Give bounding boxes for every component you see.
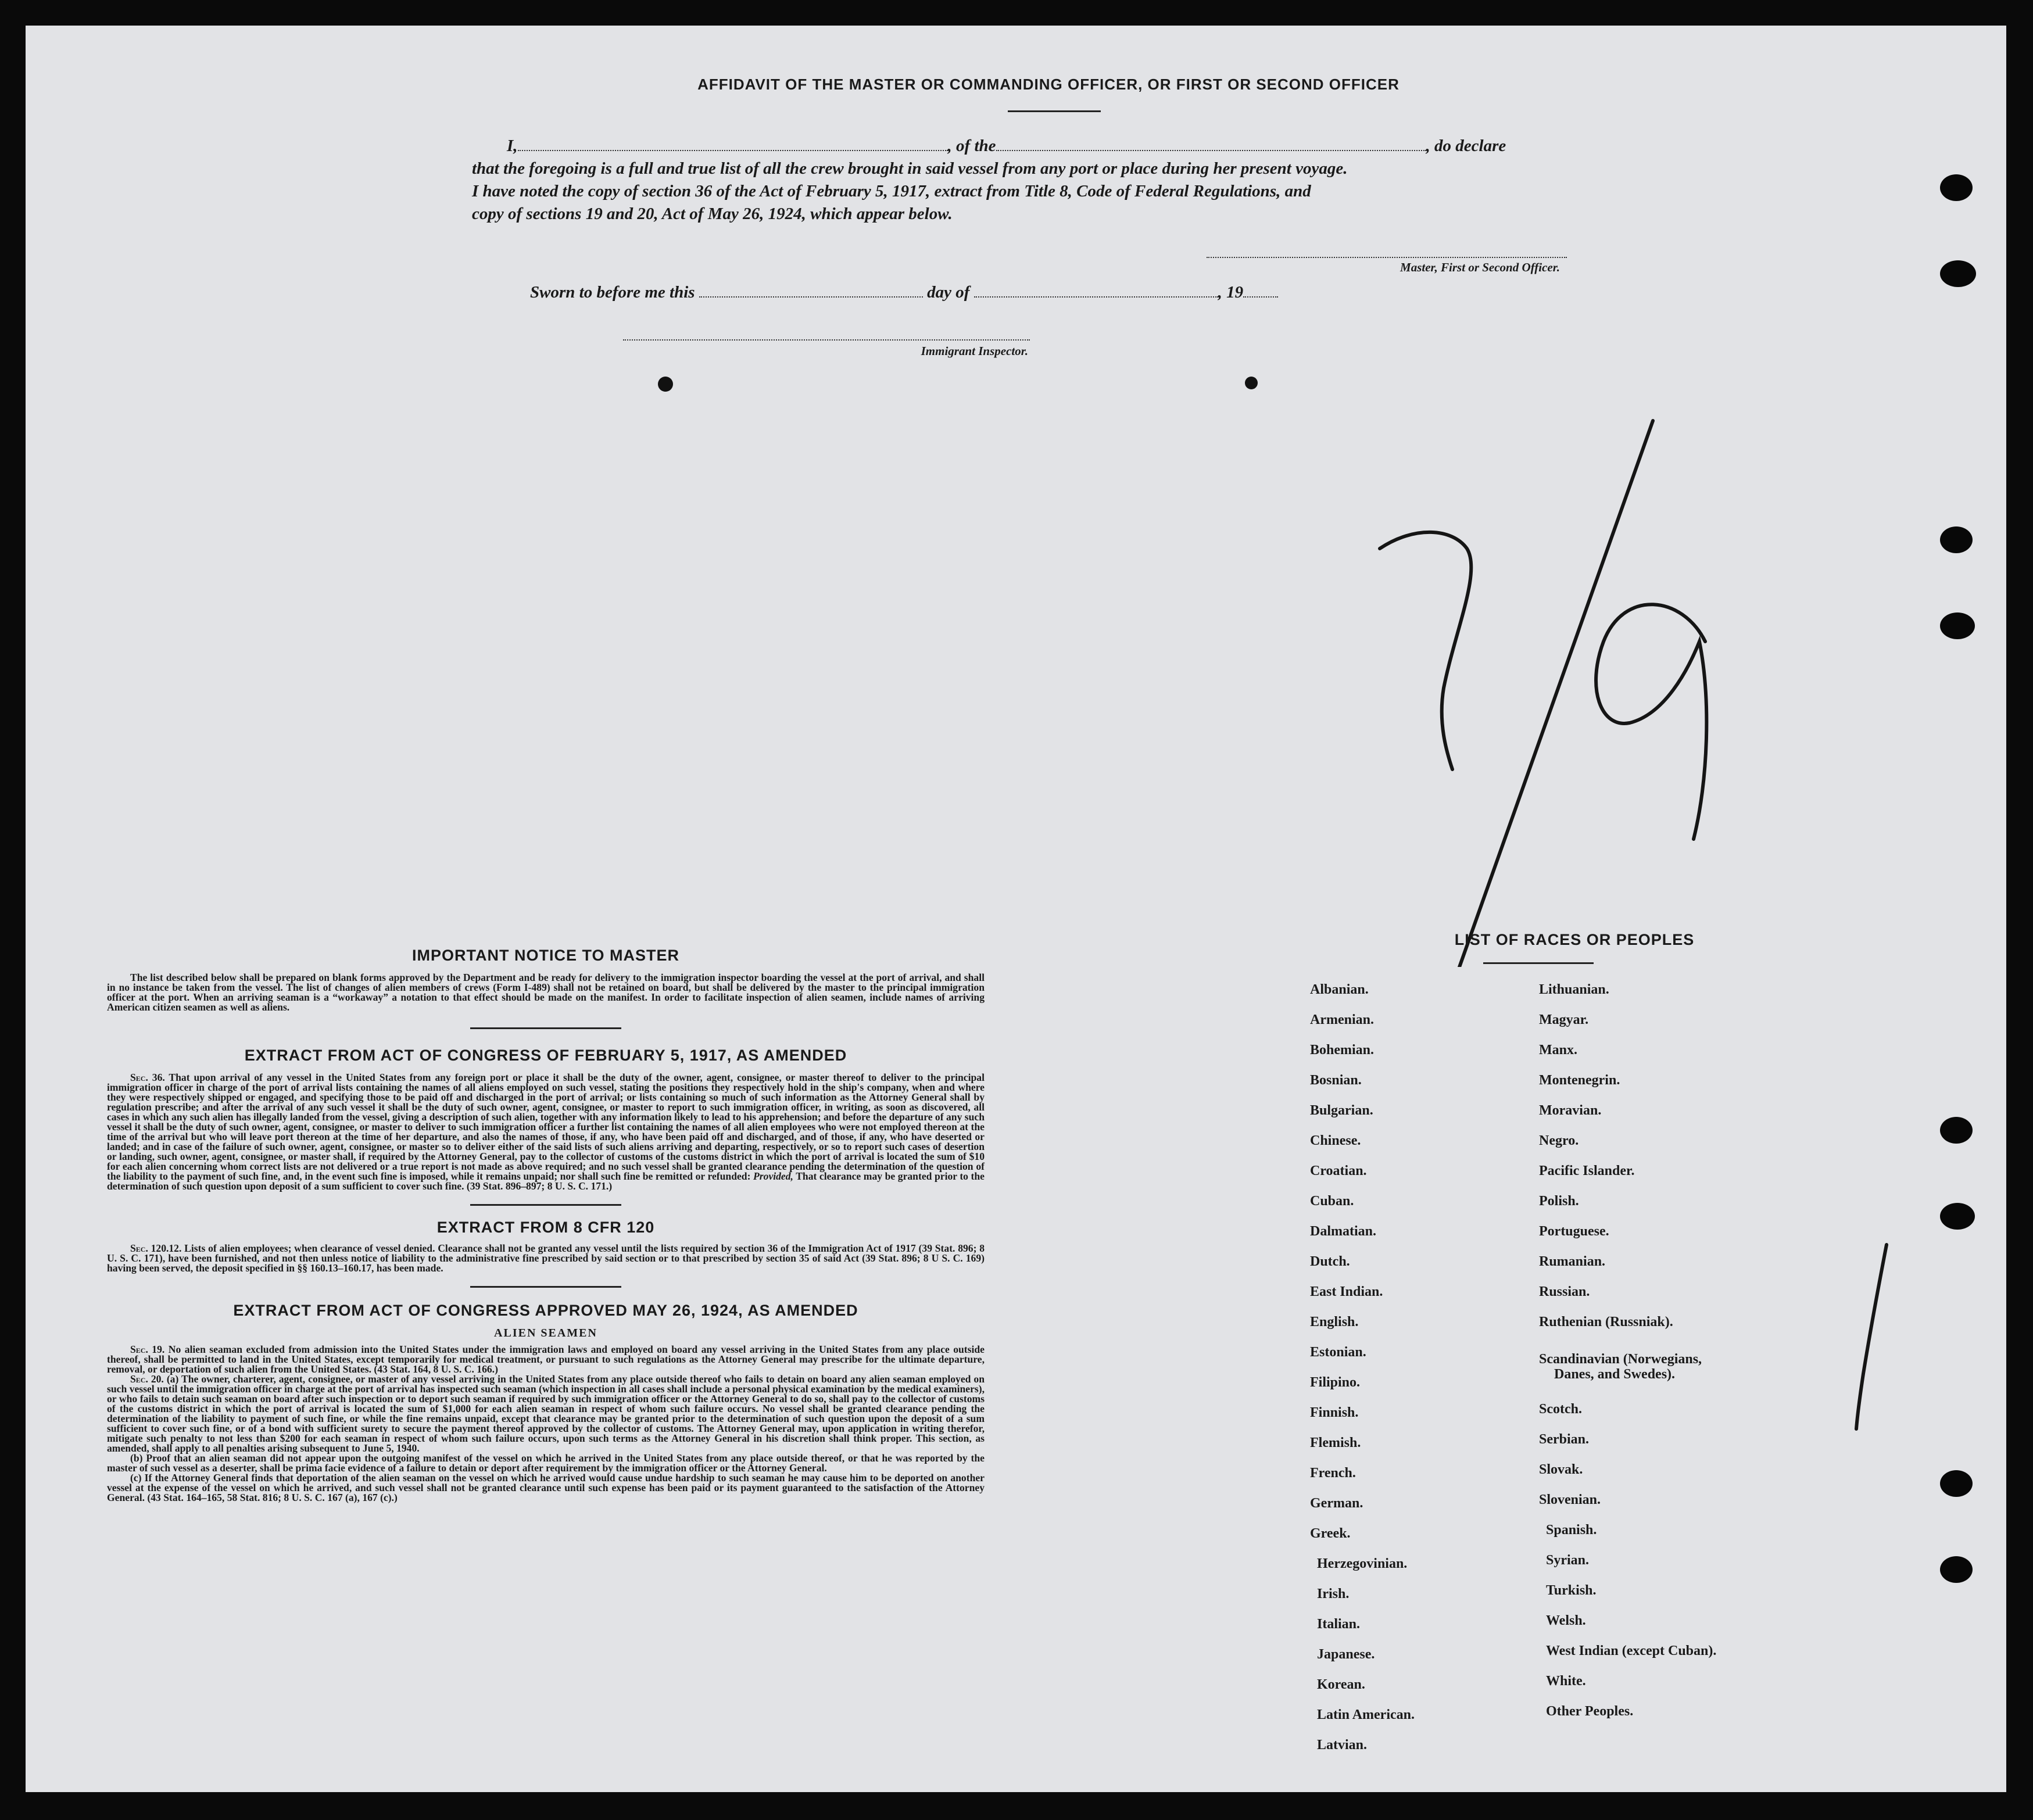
race-item: Syrian. [1546, 1553, 1590, 1568]
declaration-line-3: I have noted the copy of section 36 of the Act of February 5, 1917, extract from Title 8, Code of Federal Regulations, and [472, 182, 1311, 200]
master-signature-field[interactable] [1207, 257, 1567, 258]
extract-cfr-title: EXTRACT FROM 8 CFR 120 [436, 1219, 655, 1236]
sec-20-label: Sec. 20. [130, 1373, 164, 1385]
extract-1917-end: That clearance may be granted prior to the determination of such question upon deposit of a sum sufficient to cover such fine. (39 Stat. 896–897; 8 U. S. C. 171.) [107, 1170, 985, 1192]
day-of-label: day of [927, 283, 970, 302]
declaration-line-2: that the foregoing is a full and true list of all the crew brought in said vessel from any port or place during her present voyage. [472, 159, 1348, 178]
extract-cfr-text [107, 1244, 985, 1273]
sec-20b-text [107, 1453, 985, 1473]
race-item: Manx. [1539, 1042, 1577, 1058]
sworn-label: Sworn to before me this [530, 283, 695, 302]
race-item: Estonian. [1310, 1345, 1366, 1360]
race-item: Irish. [1317, 1586, 1350, 1602]
race-item: Danes, and Swedes). [1554, 1367, 1676, 1382]
race-item: Polish. [1539, 1194, 1579, 1209]
race-item: Cuban. [1310, 1194, 1354, 1209]
punch-hole [1940, 1470, 1973, 1497]
extract-1924-title: EXTRACT FROM ACT OF CONGRESS APPROVED MAY 26, 1924, AS AMENDED [233, 1302, 858, 1319]
declaration-line-4: copy of sections 19 and 20, Act of May 26, 1924, which appear below. [472, 205, 953, 223]
notice-column [107, 947, 985, 1503]
punch-hole [1940, 260, 1976, 287]
race-item: Chinese. [1310, 1133, 1361, 1148]
race-item: Latin American. [1317, 1707, 1415, 1722]
notice-text [107, 973, 985, 1012]
race-item: Flemish. [1310, 1435, 1361, 1450]
year-prefix-label: , 19 [1218, 283, 1244, 302]
sec-20a-text [107, 1374, 985, 1453]
sec-20c-body: (c) If the Attorney General finds that deportation of the alien seaman on the vessel on which he arrived would cause undue hardship to such seaman he may cause him to be deported on another vessel at the expense of the vessel on which he arrived, and such vessel shall not be granted clearance until such expense has been paid or its payment guaranteed to the satisfaction of the Attorney General. (43 Stat. 164–165, 58 Stat. 816; 8 U. S. C. 167 (a), 167 (c).) [107, 1472, 985, 1503]
punch-hole [1940, 1556, 1973, 1583]
inspector-signature-caption: Immigrant Inspector. [921, 344, 1028, 358]
race-item: Italian. [1317, 1617, 1361, 1632]
punch-hole [1940, 1203, 1975, 1230]
notice-title: IMPORTANT NOTICE TO MASTER [412, 947, 679, 964]
race-item: Slovenian. [1539, 1492, 1601, 1507]
race-item: Japanese. [1317, 1647, 1375, 1662]
sworn-month-field[interactable] [974, 284, 1218, 298]
section-divider [470, 1204, 621, 1206]
race-item: Ruthenian (Russniak). [1539, 1314, 1673, 1330]
race-item: Russian. [1539, 1284, 1590, 1299]
race-item: Portuguese. [1539, 1224, 1609, 1239]
sec-19-text [107, 1345, 985, 1374]
race-item: Slovak. [1539, 1462, 1583, 1477]
race-item: Montenegrin. [1539, 1073, 1620, 1088]
officer-name-field[interactable] [518, 137, 948, 151]
affidavit-title: AFFIDAVIT OF THE MASTER OR COMMANDING OFFICER, OR FIRST OR SECOND OFFICER [697, 76, 1400, 93]
race-item: Dutch. [1310, 1254, 1350, 1269]
race-item: Dalmatian. [1310, 1224, 1376, 1239]
master-signature-caption: Master, First or Second Officer. [1400, 260, 1560, 274]
punch-hole [1940, 526, 1973, 553]
pin-hole [658, 377, 673, 392]
punch-hole [1940, 612, 1975, 639]
race-item: Finnish. [1310, 1405, 1359, 1420]
race-item: East Indian. [1310, 1284, 1383, 1299]
race-item: Korean. [1317, 1677, 1365, 1692]
declaration-line-1 [472, 135, 1614, 157]
handwritten-tally [1851, 1240, 1897, 1432]
sec-19-label: Sec. 19. [130, 1343, 165, 1355]
race-item: White. [1546, 1674, 1586, 1689]
form-page [26, 26, 2006, 1792]
extract-1917-proviso: Provided, [753, 1170, 793, 1182]
extract-1917-label: Sec. 36. [130, 1072, 165, 1083]
race-item: Moravian. [1539, 1103, 1602, 1118]
extract-1924-subtitle: ALIEN SEAMEN [494, 1327, 597, 1339]
race-item: Rumanian. [1539, 1254, 1606, 1269]
sec-19-body: No alien seaman excluded from admission into the United States under the immigration laws and employed on board any vessel arriving in the United States from any place outside thereof, shall be permitted to land in the United States, except temporarily for medical treatment, or pursuant to such regulations as the Attorney General may prescribe for the ultimate departure, removal, or deportation of such alien from the United States. (43 Stat. 164, 8 U. S. C. 166.) [107, 1343, 985, 1375]
extract-cfr-label: Sec. 120.12. [130, 1242, 182, 1254]
race-item: German. [1310, 1496, 1363, 1511]
race-item: Scotch. [1539, 1402, 1582, 1417]
extract-1917-body: That upon arrival of any vessel in the United States from any foreign port or place it shall be the duty of the owner, agent, consignee, or master thereof to deliver to the principal immigration officer in charge of the port of arrival lists containing the names of all aliens employed on such vessel, stating the positions they respectively hold in the ship's company, when and where they were respectively shipped or engaged, and specifying those to be paid off and discharged in the port of arrival; or lists containing so much of such information as the Attorney General shall by regulation prescribe; and after the arrival of any such vessel it shall be the duty of such owner, agent, consignee, or master to report to such immigration officer, in writing, as soon as discovered, all cases in which any such alien has illegally landed from the vessel, giving a description of such alien, together with any information likely to lead to his apprehension; and before the departure of any such vessel it shall be the duty of such owner, agent, consignee, or master to deliver to such immigration officer a further list containing the names of all alien employees who were not employed thereon at the time of the arrival but who will leave port thereon at the time of her departure, and also the names of those, if any, who have been paid off and discharged, and of those, if any, who have deserted or landed; and in case of the failure of such owner, agent, consignee, or master so to deliver either of the said lists of such aliens arriving and departing, respectively, or so to report such cases of desertion or landing, such owner, agent, consignee, or master shall, if required by the Attorney General, pay to the collector of customs of the customs district in which the port of arrival is located the sum of $10 for each alien concerning whom correct lists are not delivered or a true report is not made as above required; and no such vessel shall be granted clearance pending the determination of the question of the liability to the payment of such fine, and, in the event such fine is imposed, while it remains unpaid; nor shall such fine be remitted or refunded: [107, 1072, 985, 1182]
inspector-signature-field[interactable] [623, 339, 1030, 341]
race-item: West Indian (except Cuban). [1546, 1643, 1717, 1658]
vessel-name-field[interactable] [996, 137, 1426, 151]
declaration-of-label: , of the [947, 137, 996, 155]
punch-hole [1940, 174, 1973, 201]
race-item: Welsh. [1546, 1613, 1586, 1628]
race-item: Negro. [1539, 1133, 1579, 1148]
race-item: Latvian. [1317, 1737, 1368, 1753]
race-item: Herzegovinian. [1317, 1556, 1408, 1571]
race-item: Pacific Islander. [1539, 1163, 1635, 1178]
section-divider [470, 1286, 621, 1288]
extract-1917-title: EXTRACT FROM ACT OF CONGRESS OF FEBRUARY 5, 1917, AS AMENDED [244, 1047, 847, 1064]
sworn-year-field[interactable] [1243, 284, 1278, 298]
race-item: French. [1310, 1466, 1356, 1481]
race-item: Turkish. [1546, 1583, 1597, 1598]
race-item: Filipino. [1310, 1375, 1361, 1390]
sec-20b-body: (b) Proof that an alien seaman did not appear upon the outgoing manifest of the vessel on which he arrived in the United States from any place outside thereof, or that he was reported by the master of such vessel as a deserter, shall be prima facie evidence of a failure to detain or deport after requirement by the immigration officer or the Attorney General. [107, 1452, 985, 1474]
race-item: Scandinavian (Norwegians, [1539, 1352, 1702, 1367]
sworn-line [472, 281, 1614, 304]
race-item: Bohemian. [1310, 1042, 1375, 1058]
notice-body: The list described below shall be prepared on blank forms approved by the Department and be ready for delivery to the immigration inspector boarding the vessel at the port of arrival, and shall in no instance be taken from the vessel. The list of changes of alien members of crews (Form I-489) shall not be retained on board, but shall be delivered by the master to the principal immigration officer at the port. When an arriving seaman is a “workaway” a notation to that effect should be made on the manifest. In order to facilitate inspection of alien seamen, include names of arriving American citizen seamen as well as aliens. [107, 972, 985, 1013]
declaration-i-label: I, [507, 137, 518, 155]
race-item: Croatian. [1310, 1163, 1367, 1178]
race-item: Bosnian. [1310, 1073, 1362, 1088]
race-item: Armenian. [1310, 1012, 1374, 1027]
sec-20c-text [107, 1473, 985, 1503]
race-item: Other Peoples. [1546, 1704, 1634, 1719]
punch-hole [1940, 1117, 1973, 1144]
race-item: Bulgarian. [1310, 1103, 1373, 1118]
extract-1917-text [107, 1073, 985, 1191]
sworn-day-field[interactable] [699, 284, 923, 298]
race-item: Lithuanian. [1539, 982, 1609, 997]
race-item: Spanish. [1546, 1522, 1597, 1538]
race-item: Albanian. [1310, 982, 1369, 997]
race-item: Greek. [1310, 1526, 1351, 1541]
section-divider [470, 1027, 621, 1029]
race-item: English. [1310, 1314, 1359, 1330]
title-divider [1008, 110, 1101, 112]
races-divider [1483, 962, 1594, 964]
race-item: Serbian. [1539, 1432, 1590, 1447]
sec-20a-body: (a) The owner, charterer, agent, consignee, or master of any vessel arriving in the United States from any place outside thereof who fails to detain on board any alien seaman employed on such vessel until the immigration officer in charge at the port of arrival has inspected such seaman (which inspection in all cases shall include a personal physical examination by the medical examiners), or who fails to detain such seaman on board after such inspection or to deport such seaman if required by such immigration officer or the Attorney General to do so, shall pay to the collector of customs of the customs district in which the port of arrival is located the sum of $1,000 for each alien seaman in respect of whom such failure occurs. No vessel shall be granted clearance pending the determination of the liability to payment of such fine, or while the fine remains unpaid, except that clearance may be granted prior to the determination of such question upon the deposit of a sum sufficient to cover such fine, or of a bond with sufficient surety to secure the payment thereof approved by the collector of customs. The Attorney General may, upon application in writing therefor, mitigate such penalty to not less than $200 for each seaman in respect of whom such failure occurs, upon such terms as the Attorney General in his discretion shall think proper. This section, as amended, shall apply to all penalties arising subsequent to June 5, 1940. [107, 1373, 985, 1454]
handwritten-mark [1351, 397, 1758, 967]
extract-cfr-body: Lists of alien employees; when clearance of vessel denied. Clearance shall not be granted any vessel until the lists required by section 36 of the Immigration Act of 1917 (39 Stat. 896; 8 U. S. C. 171), have been furnished, and not then unless notice of liability to the administrative fine prescribed by said section or to that prescribed by section 35 of said Act (39 Stat. 896; 8 U S. C. 169) having been served, the deposit specified in §§ 160.13–160.17, has been made. [107, 1242, 985, 1274]
races-title: LIST OF RACES OR PEOPLES [1454, 931, 1695, 948]
pin-hole [1245, 377, 1258, 389]
declaration-declare-label: , do declare [1426, 137, 1506, 155]
race-item: Magyar. [1539, 1012, 1589, 1027]
